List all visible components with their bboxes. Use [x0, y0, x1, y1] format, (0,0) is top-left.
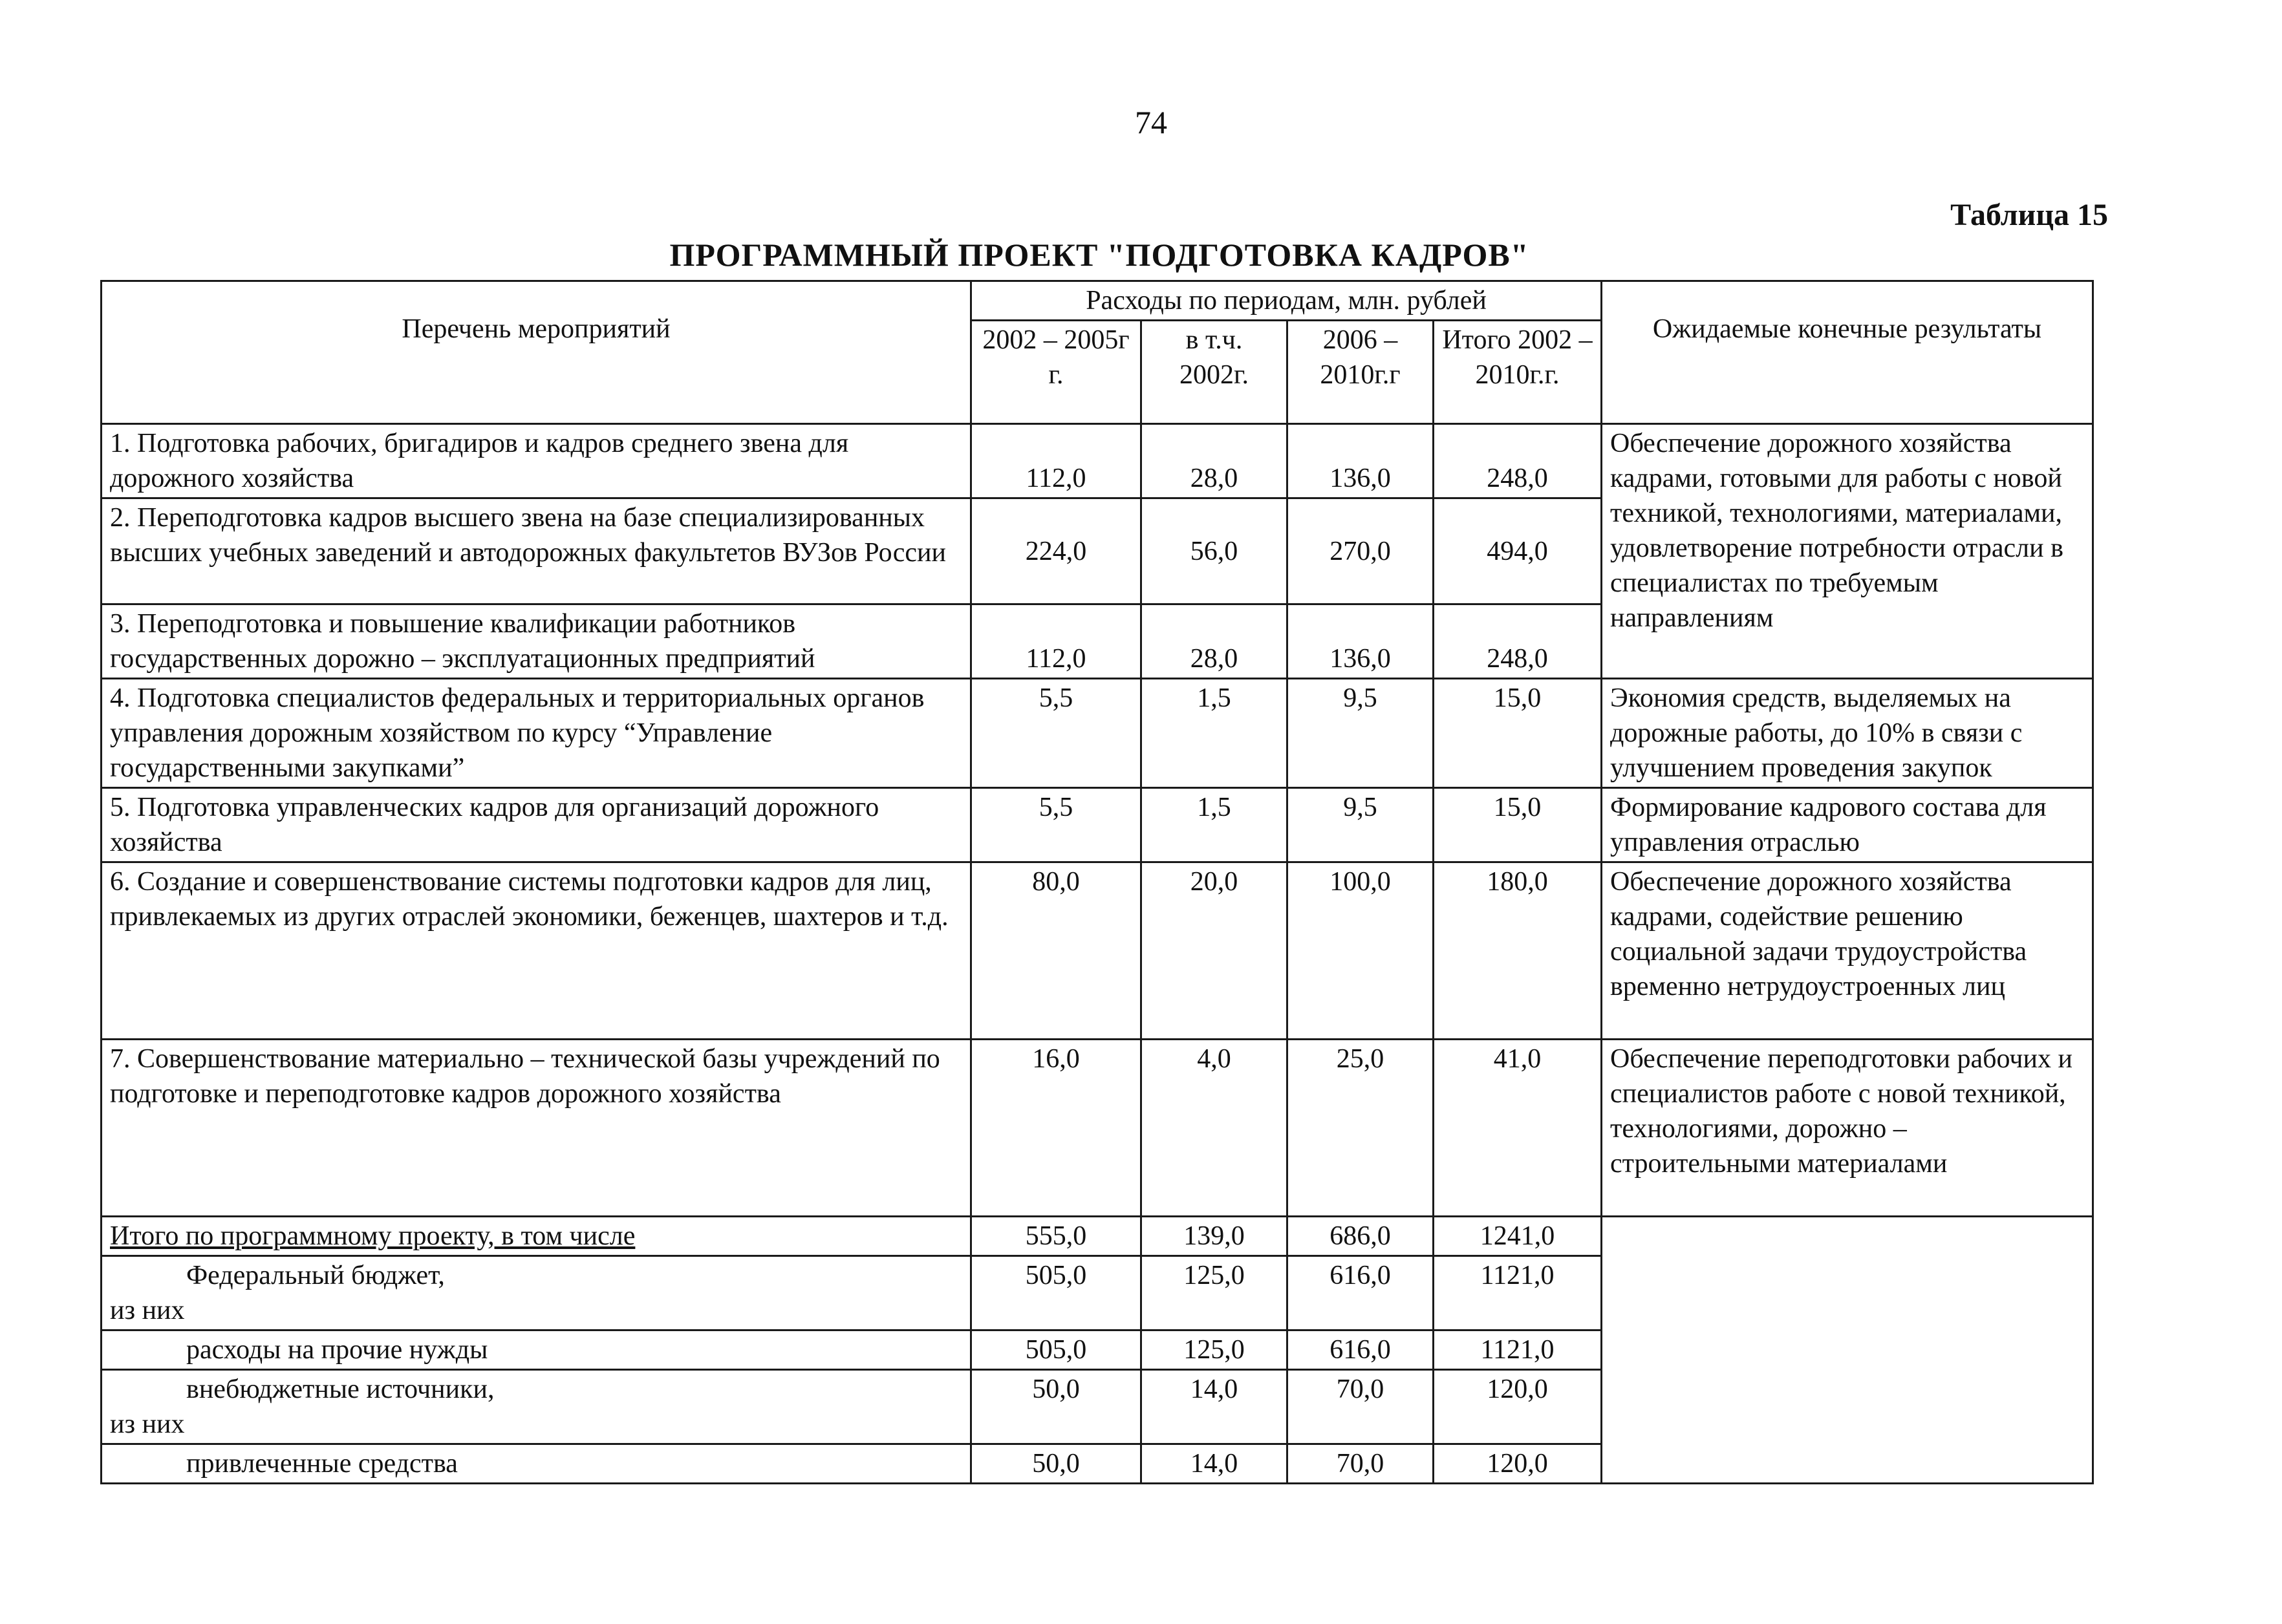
total-label [102, 1256, 971, 1330]
page-title: ПРОГРАММНЫЙ ПРОЕКТ "ПОДГОТОВКА КАДРОВ" [669, 237, 1529, 273]
activity-cell: 4. Подготовка специалистов федеральных и территориальных органов управления дорожным хозяйством по курсу “Управление государственными закупками” [102, 679, 971, 788]
value-cell: 15,0 [1434, 679, 1602, 788]
value-cell: 248,0 [1434, 424, 1602, 498]
value-cell: 50,0 [971, 1370, 1141, 1444]
total-label: расходы на прочие нужды [102, 1330, 971, 1370]
value-cell: 112,0 [971, 604, 1141, 679]
header-col-2002: в т.ч. 2002г. [1141, 321, 1287, 424]
value-cell: 180,0 [1434, 862, 1602, 1040]
header-col-2002-2005: 2002 – 2005г г. [971, 321, 1141, 424]
program-table [100, 280, 2094, 1484]
header-expenses-group: Расходы по периодам, млн. рублей [971, 281, 1602, 321]
value-cell: 1,5 [1141, 679, 1287, 788]
value-cell: 9,5 [1287, 679, 1434, 788]
activity-cell: 5. Подготовка управленческих кадров для организаций дорожного хозяйства [102, 788, 971, 862]
value-cell: 224,0 [971, 498, 1141, 604]
table-row [102, 424, 2093, 498]
value-cell: 494,0 [1434, 498, 1602, 604]
header-results: Ожидаемые конечные результаты [1602, 281, 2093, 424]
header-activities: Перечень мероприятий [102, 281, 971, 424]
activity-cell: 3. Переподготовка и повышение квалификации работников государственных дорожно – эксплуатационных предприятий [102, 604, 971, 679]
value-cell: 28,0 [1141, 604, 1287, 679]
result-cell: Обеспечение дорожного хозяйства кадрами, содействие решению социальной задачи трудоустройства временно нетрудоустроенных лиц [1602, 862, 2093, 1040]
activity-cell: 2. Переподготовка кадров высшего звена на базе специализированных высших учебных заведений и автодорожных факультетов ВУЗов России [102, 498, 971, 604]
value-cell: 41,0 [1434, 1040, 1602, 1217]
total-sub-note: из них [110, 1296, 185, 1325]
value-cell: 1121,0 [1434, 1330, 1602, 1370]
value-cell: 1241,0 [1434, 1217, 1602, 1256]
value-cell: 616,0 [1287, 1330, 1434, 1370]
activity-cell: 7. Совершенствование материально – технической базы учреждений по подготовке и переподготовке кадров дорожного хозяйства [102, 1040, 971, 1217]
value-cell: 1,5 [1141, 788, 1287, 862]
value-cell: 248,0 [1434, 604, 1602, 679]
value-cell: 139,0 [1141, 1217, 1287, 1256]
result-cell: Формирование кадрового состава для управления отраслью [1602, 788, 2093, 862]
value-cell: 80,0 [971, 862, 1141, 1040]
value-cell: 120,0 [1434, 1444, 1602, 1484]
header-row [102, 281, 2093, 321]
value-cell: 56,0 [1141, 498, 1287, 604]
value-cell: 28,0 [1141, 424, 1287, 498]
value-cell: 136,0 [1287, 604, 1434, 679]
result-cell: Обеспечение переподготовки рабочих и специалистов работе с новой техникой, технологиями, дорожно – строительными материалами [1602, 1040, 2093, 1217]
activity-cell: 1. Подготовка рабочих, бригадиров и кадров среднего звена для дорожного хозяйства [102, 424, 971, 498]
value-cell: 20,0 [1141, 862, 1287, 1040]
total-label: привлеченные средства [102, 1444, 971, 1484]
value-cell: 50,0 [971, 1444, 1141, 1484]
value-cell: 25,0 [1287, 1040, 1434, 1217]
value-cell: 125,0 [1141, 1330, 1287, 1370]
result-cell: Обеспечение дорожного хозяйства кадрами, готовыми для работы с новой техникой, технологиями, материалами, удовлетворение потребности отрасли в специалистах по требуемым направлениям [1602, 424, 2093, 679]
total-sub-note: из них [110, 1409, 185, 1439]
total-row [102, 1217, 2093, 1256]
value-cell: 5,5 [971, 679, 1141, 788]
value-cell: 1121,0 [1434, 1256, 1602, 1330]
table-row [102, 1040, 2093, 1217]
value-cell: 15,0 [1434, 788, 1602, 862]
value-cell: 686,0 [1287, 1217, 1434, 1256]
value-cell: 4,0 [1141, 1040, 1287, 1217]
value-cell: 270,0 [1287, 498, 1434, 604]
value-cell: 14,0 [1141, 1370, 1287, 1444]
value-cell: 505,0 [971, 1256, 1141, 1330]
empty-results-cell [1602, 1217, 2093, 1484]
value-cell: 70,0 [1287, 1370, 1434, 1444]
header-col-total: Итого 2002 – 2010г.г. [1434, 321, 1602, 424]
table-row [102, 679, 2093, 788]
value-cell: 505,0 [971, 1330, 1141, 1370]
value-cell: 136,0 [1287, 424, 1434, 498]
total-label-text: Федеральный бюджет, [186, 1261, 445, 1290]
table-row [102, 788, 2093, 862]
value-cell: 14,0 [1141, 1444, 1287, 1484]
value-cell: 112,0 [971, 424, 1141, 498]
value-cell: 616,0 [1287, 1256, 1434, 1330]
activity-cell: 6. Создание и совершенствование системы подготовки кадров для лиц, привлекаемых из других отраслей экономики, беженцев, шахтеров и т.д. [102, 862, 971, 1040]
page-number: 74 [1135, 104, 1167, 140]
value-cell: 9,5 [1287, 788, 1434, 862]
header-col-2006-2010: 2006 – 2010г.г [1287, 321, 1434, 424]
table-row [102, 862, 2093, 1040]
total-label-text: Итого по программному проекту, в том числе [110, 1221, 636, 1251]
value-cell: 70,0 [1287, 1444, 1434, 1484]
value-cell: 16,0 [971, 1040, 1141, 1217]
value-cell: 120,0 [1434, 1370, 1602, 1444]
table-label: Таблица 15 [1950, 198, 2108, 232]
value-cell: 125,0 [1141, 1256, 1287, 1330]
result-cell: Экономия средств, выделяемых на дорожные работы, до 10% в связи с улучшением проведения закупок [1602, 679, 2093, 788]
value-cell: 555,0 [971, 1217, 1141, 1256]
value-cell: 100,0 [1287, 862, 1434, 1040]
total-label [102, 1370, 971, 1444]
total-label-text: внебюджетные источники, [186, 1374, 495, 1404]
value-cell: 5,5 [971, 788, 1141, 862]
total-label [102, 1217, 971, 1256]
